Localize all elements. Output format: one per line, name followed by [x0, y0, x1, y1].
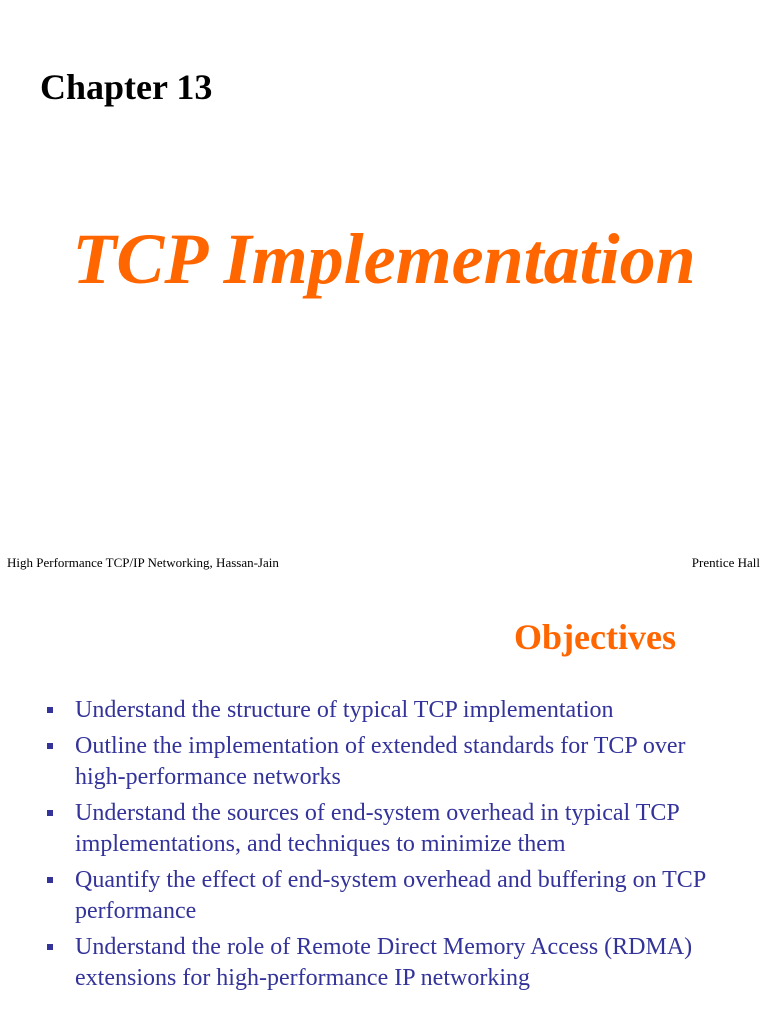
list-item-text: Understand the structure of typical TCP implementation — [75, 697, 614, 723]
list-item-text: Understand the role of Remote Direct Memory Access (RDMA) extensions for high-performance IP networking — [75, 934, 693, 991]
square-bullet-icon — [47, 810, 53, 816]
list-item-text: Understand the sources of end-system overhead in typical TCP implementations, and techniques to minimize them — [75, 800, 679, 857]
objectives-slide — [0, 580, 768, 1024]
footer-publisher: Prentice Hall — [691, 555, 760, 570]
list-item — [40, 695, 740, 726]
list-item — [40, 932, 740, 994]
footer-book-title: High Performance TCP/IP Networking, Hassan-Jain — [7, 555, 279, 570]
objectives-heading: Objectives — [514, 617, 676, 657]
square-bullet-icon — [47, 944, 53, 950]
list-item — [40, 731, 740, 793]
slide-title: TCP Implementation — [72, 219, 696, 299]
list-item — [40, 865, 740, 927]
square-bullet-icon — [47, 707, 53, 713]
square-bullet-icon — [47, 877, 53, 883]
list-item-text: Outline the implementation of extended standards for TCP over high-performance networks — [75, 733, 686, 790]
list-item — [40, 798, 740, 860]
list-item-text: Quantify the effect of end-system overhead and buffering on TCP performance — [75, 867, 706, 924]
objectives-list — [40, 695, 740, 999]
chapter-label: Chapter 13 — [40, 67, 213, 107]
square-bullet-icon — [47, 743, 53, 749]
